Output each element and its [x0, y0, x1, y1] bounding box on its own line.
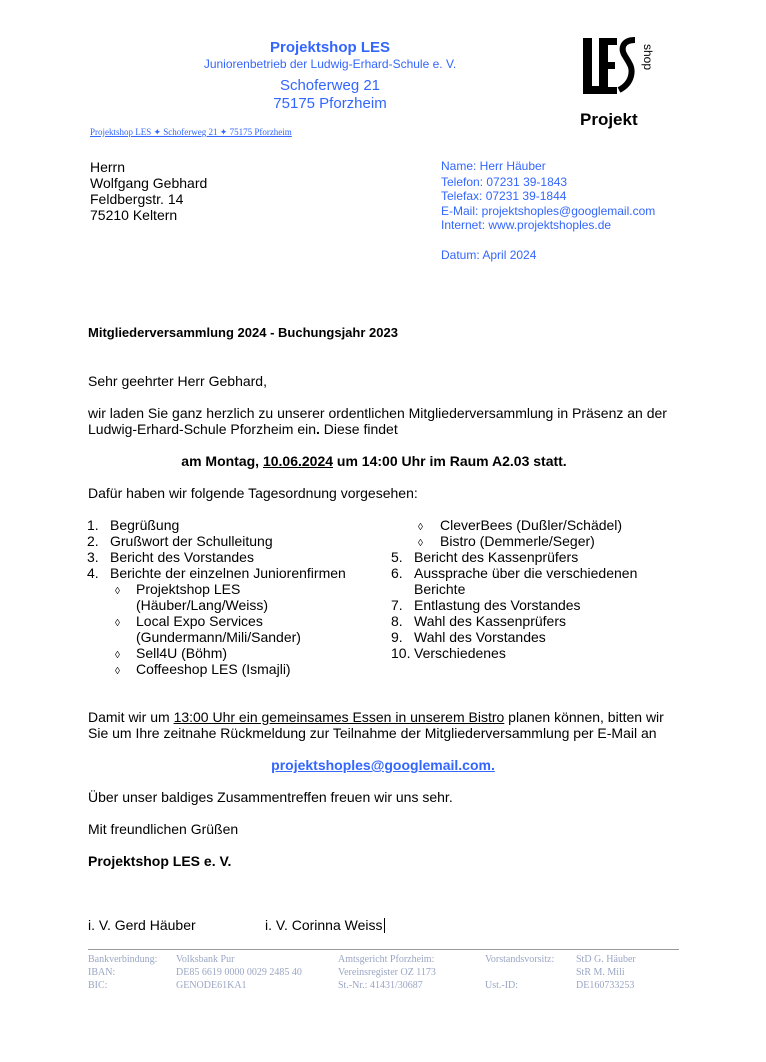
agenda-text: Bericht des Kassenprüfers: [414, 549, 579, 565]
lunch-line-2: Sie um Ihre zeitnahe Rückmeldung zur Teilnahme der Mitgliederversammlung per E-Mail an: [88, 725, 657, 741]
diamond-bullet-icon: ◊: [115, 618, 120, 629]
projektshop-logo: [579, 36, 655, 129]
agenda-item: [87, 565, 346, 581]
footer-value: DE85 6619 0000 0029 2485 40: [176, 967, 302, 978]
agenda-item: [391, 629, 546, 645]
agenda-item: [87, 517, 179, 533]
intro-line-2: [88, 421, 398, 437]
agenda-item: [391, 613, 566, 629]
sender-return-line[interactable]: Projektshop LES ✦ Schoferweg 21 ✦ 75175 Pforzheim: [90, 127, 292, 137]
letterhead-city: 75175 Pforzheim: [273, 95, 387, 112]
agenda-text: Grußwort der Schulleitung: [110, 533, 273, 549]
signature-1: i. V. Gerd Häuber: [88, 917, 196, 933]
recipient-line: Wolfgang Gebhard: [90, 175, 208, 191]
agenda-text: Bericht des Vorstandes: [110, 549, 254, 565]
firm-name: Coffeeshop LES (Ismajli): [136, 661, 291, 677]
contact-name: Name: Herr Häuber: [441, 159, 546, 173]
agenda-text: Entlastung des Vorstandes: [414, 597, 581, 613]
agenda-item: [87, 549, 254, 565]
agenda-number: 6.: [391, 565, 403, 581]
agenda-item: [391, 597, 581, 613]
agenda-number: 1.: [87, 517, 99, 533]
footer-label: Ust.-ID:: [485, 980, 519, 991]
intro-continuation: Diese findet: [319, 421, 398, 437]
contact-phone: Telefon: 07231 39-1843: [441, 175, 568, 189]
footer-label: BIC:: [88, 980, 108, 991]
footer-value: StR M. Mili: [576, 967, 625, 978]
footer-label: Vereinsregister OZ 1173: [338, 967, 436, 978]
meeting-suffix: um 14:00 Uhr im Raum A2.03 statt.: [333, 453, 567, 469]
firm-name: Local Expo Services: [136, 613, 263, 629]
firm-name: Sell4U (Böhm): [136, 645, 228, 661]
agenda-item: [391, 549, 578, 565]
recipient-line: Herrn: [90, 159, 126, 175]
footer-label: Bankverbindung:: [88, 954, 158, 965]
firm-members: (Häuber/Lang/Weiss): [136, 597, 269, 613]
agenda-item: [87, 533, 273, 549]
meeting-prefix: am Montag,: [181, 453, 263, 469]
intro-line-1: wir laden Sie ganz herzlich zu unserer ordentlichen Mitgliederversammlung in Präsenz an der: [88, 405, 667, 421]
agenda-text: Berichte der einzelnen Juniorenfirmen: [110, 565, 346, 581]
firm-members: (Gundermann/Mili/Sander): [136, 629, 301, 645]
footer-label: Amtsgericht Pforzheim:: [338, 954, 435, 965]
logo-graphic: [579, 36, 655, 129]
closing-line: Über unser baldiges Zusammentreffen freuen wir uns sehr.: [88, 789, 453, 805]
letterhead-street: Schoferweg 21: [279, 77, 381, 94]
intro-period: .: [316, 421, 320, 437]
signature-2[interactable]: [265, 917, 385, 933]
agenda-number: 8.: [391, 613, 403, 629]
diamond-bullet-icon: ◊: [418, 522, 423, 533]
firm-name: Bistro (Demmerle/Seger): [440, 533, 595, 549]
greeting: Mit freundlichen Grüßen: [88, 821, 239, 837]
lunch-highlight: 13:00 Uhr ein gemeinsames Essen in unserem Bistro: [173, 709, 505, 725]
footer-label: IBAN:: [88, 967, 116, 978]
agenda-item: [391, 565, 637, 581]
lunch-line-1: [88, 709, 664, 725]
meeting-date: 10.06.2024: [262, 453, 334, 469]
agenda-number: 2.: [87, 533, 99, 549]
diamond-bullet-icon: ◊: [115, 650, 120, 661]
agenda-item: [391, 645, 506, 661]
agenda-text: Wahl des Vorstandes: [414, 629, 546, 645]
footer-value: StD G. Häuber: [576, 954, 636, 965]
agenda-text: Begrüßung: [110, 517, 180, 533]
footer-label: Vorstandsvorsitz:: [485, 954, 555, 965]
contact-fax: Telefax: 07231 39-1844: [441, 189, 567, 203]
footer-divider: [88, 949, 679, 950]
recipient-line: Feldbergstr. 14: [90, 191, 184, 207]
lunch-text: Damit wir um: [88, 709, 174, 725]
agenda-text: Verschiedenes: [414, 645, 506, 661]
diamond-bullet-icon: ◊: [115, 666, 120, 677]
diamond-bullet-icon: ◊: [115, 586, 120, 597]
agenda-number: 7.: [391, 597, 403, 613]
contact-email[interactable]: E-Mail: projektshoples@googlemail.com: [441, 204, 656, 218]
letter-date: Datum: April 2024: [441, 248, 537, 262]
agenda-number: 9.: [391, 629, 403, 645]
contact-website[interactable]: Internet: www.projektshoples.de: [441, 218, 612, 232]
logo-shop-text: shop: [641, 44, 655, 71]
lunch-text: planen können, bitten wir: [504, 709, 664, 725]
footer-label: St.-Nr.: 41431/30687: [338, 980, 423, 991]
agenda-number: 3.: [87, 549, 99, 565]
firm-name: Projektshop LES: [136, 581, 241, 597]
agenda-number: 10.: [391, 645, 411, 661]
organization-name: Projektshop LES e. V.: [88, 853, 232, 869]
agenda-text: Aussprache über die verschiedenen: [414, 565, 638, 581]
agenda-text-continued: Berichte: [414, 581, 466, 597]
letterhead-subtitle: Juniorenbetrieb der Ludwig-Erhard-Schule e. V.: [203, 57, 457, 71]
agenda-text: Wahl des Kassenprüfers: [414, 613, 566, 629]
reply-email-link[interactable]: projektshoples@googlemail.com.: [271, 757, 495, 773]
agenda-number: 5.: [391, 549, 403, 565]
firm-name: CleverBees (Dußler/Schädel): [440, 517, 623, 533]
intro-school: Ludwig-Erhard-Schule Pforzheim ein: [88, 421, 316, 437]
diamond-bullet-icon: ◊: [418, 538, 423, 549]
salutation: Sehr geehrter Herr Gebhard,: [88, 373, 267, 389]
footer-value: Volksbank Pur: [176, 954, 235, 965]
footer-value: GENODE61KA1: [176, 980, 247, 991]
recipient-line: 75210 Keltern: [90, 207, 178, 223]
signature-2-text: i. V. Corinna Weiss: [265, 917, 383, 933]
footer-value: DE160733253: [576, 980, 635, 991]
meeting-announcement: [0, 453, 748, 469]
text-cursor: [384, 918, 385, 933]
logo-word: Projekt: [580, 110, 638, 129]
agenda-intro: Dafür haben wir folgende Tagesordnung vorgesehen:: [88, 485, 418, 501]
letterhead-title: Projektshop LES: [269, 39, 391, 56]
agenda-number: 4.: [87, 565, 99, 581]
letter-subject: Mitgliederversammlung 2024 - Buchungsjahr 2023: [88, 325, 398, 340]
